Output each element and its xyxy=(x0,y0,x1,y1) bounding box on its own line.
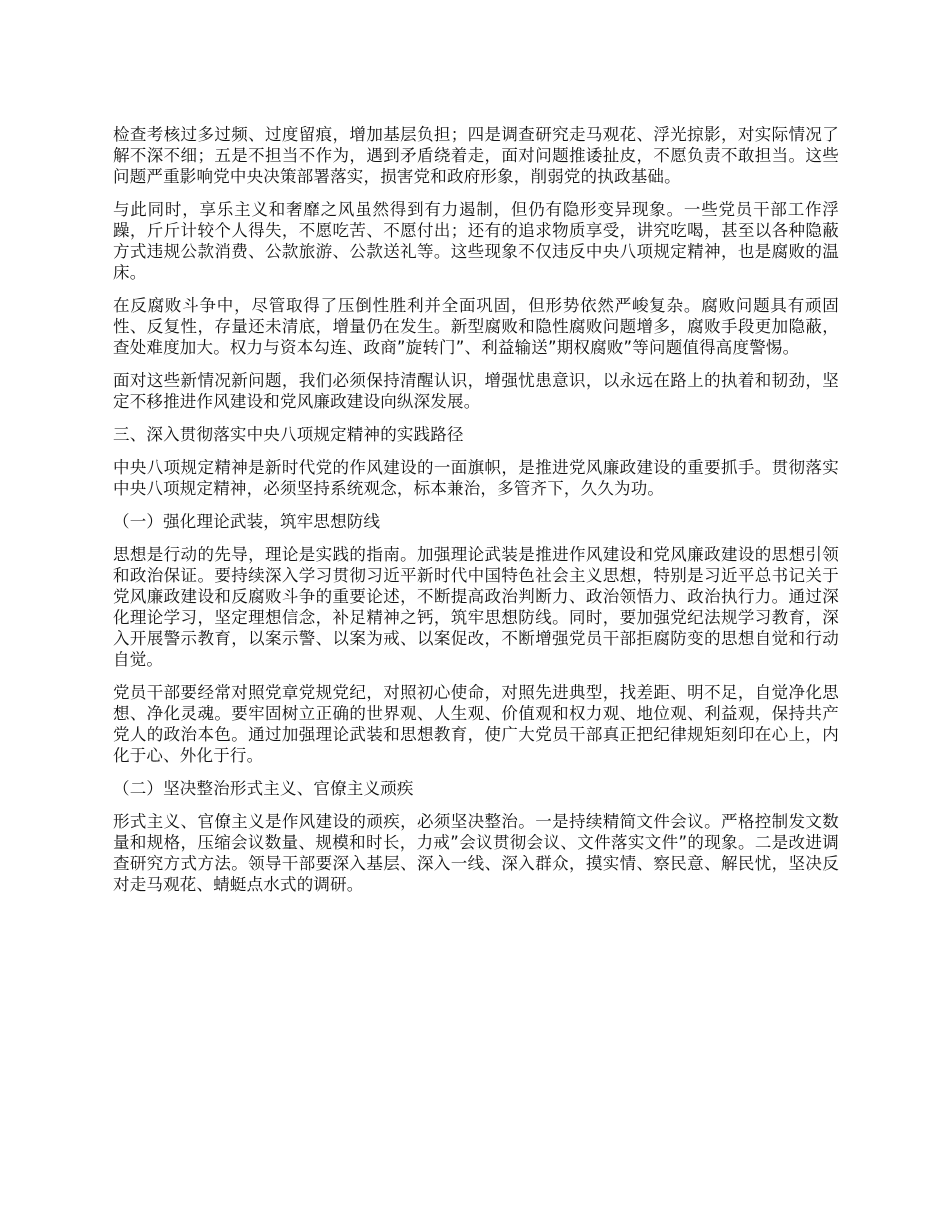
paragraph-body: 思想是行动的先导，理论是实践的指南。加强理论武装是推进作风建设和党风廉政建设的思想引领和政治保证。要持续深入学习贯彻习近平新时代中国特色社会主义思想，特别是习近平总书记关于党风廉政建设和反腐败斗争的重要论述，不断提高政治判断力、政治领悟力、政治执行力。通过深化理论学习，坚定理想信念，补足精神之钙，筑牢思想防线。同时，要加强党纪法规学习教育，深入开展警示教育，以案示警、以案为戒、以案促改，不断增强党员干部拒腐防变的思想自觉和行动自觉。 xyxy=(113,545,839,669)
paragraph-body: 党员干部要经常对照党章党规党纪，对照初心使命，对照先进典型，找差距、明不足，自觉净化思想、净化灵魂。要牢固树立正确的世界观、人生观、价值观和权力观、地位观、利益观，保持共产党人的政治本色。通过加强理论武装和思想教育，使广大党员干部真正把纪律规矩刻印在心上，内化于心、外化于行。 xyxy=(113,683,839,765)
paragraph-body: 在反腐败斗争中，尽管取得了压倒性胜利并全面巩固，但形势依然严峻复杂。腐败问题具有顽固性、反复性，存量还未清底，增量仍在发生。新型腐败和隐性腐败问题增多，腐败手段更加隐蔽，查处难度加大。权力与资本勾连、政商”旋转门”、利益输送”期权腐败”等问题值得高度警惕。 xyxy=(113,296,839,357)
subsection-heading: （二）坚决整治形式主义、官僚主义顽疾 xyxy=(113,779,414,798)
paragraph-body: 中央八项规定精神是新时代党的作风建设的一面旗帜，是推进党风廉政建设的重要抓手。贯彻落实中央八项规定精神，必须坚持系统观念，标本兼治，多管齐下，久久为功。 xyxy=(113,458,839,498)
paragraph-body: 检查考核过多过频、过度留痕，增加基层负担；四是调查研究走马观花、浮光掠影，对实际情况了解不深不细；五是不担当不作为，遇到矛盾绕着走，面对问题推诿扯皮，不愿负责不敢担当。这些问题严重影响党中央决策部署落实，损害党和政府形象，削弱党的执政基础。 xyxy=(113,125,839,186)
paragraph-body: 形式主义、官僚主义是作风建设的顽疾，必须坚决整治。一是持续精简文件会议。严格控制发文数量和规格，压缩会议数量、规模和时长，力戒”会议贯彻会议、文件落实文件”的现象。二是改进调查研究方式方法。领导干部要深入基层、深入一线、深入群众，摸实情、察民意、解民忧，坚决反对走马观花、蜻蜓点水式的调研。 xyxy=(113,812,839,894)
section-heading: 三、深入贯彻落实中央八项规定精神的实践路径 xyxy=(113,425,464,444)
subsection-heading: （一）强化理论武装，筑牢思想防线 xyxy=(113,512,381,531)
document-page xyxy=(113,124,839,907)
paragraph-body: 面对这些新情况新问题，我们必须保持清醒认识，增强忧患意识，以永远在路上的执着和韧劲，坚定不移推进作风建设和党风廉政建设向纵深发展。 xyxy=(113,371,839,411)
paragraph-body: 与此同时，享乐主义和奢靡之风虽然得到有力遏制，但仍有隐形变异现象。一些党员干部工作浮躁，斤斤计较个人得失，不愿吃苦、不愿付出；还有的追求物质享受，讲究吃喝，甚至以各种隐蔽方式违规公款消费、公款旅游、公款送礼等。这些现象不仅违反中央八项规定精神，也是腐败的温床。 xyxy=(113,200,839,282)
